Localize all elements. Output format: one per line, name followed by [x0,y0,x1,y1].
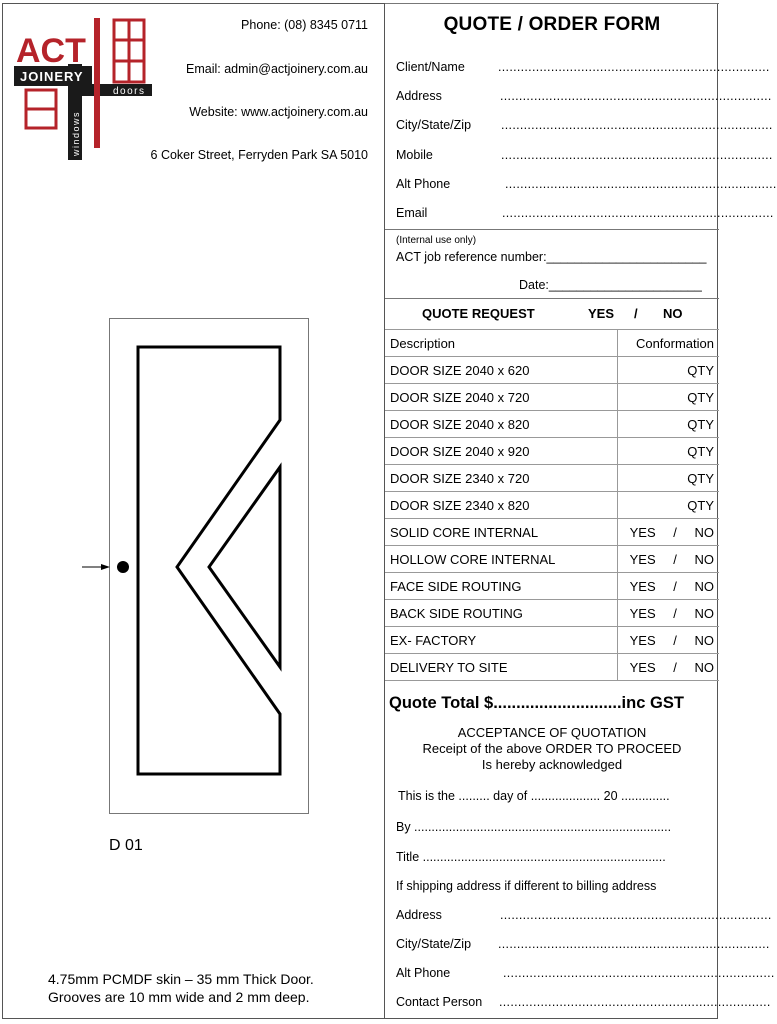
inner-groove [209,467,280,667]
ship-contact: Contact Person [396,995,483,1009]
row-desc: DOOR SIZE 2040 x 720 [385,384,618,411]
date-line[interactable]: This is the ......... day of .................... 20 .............. [398,789,670,803]
row-value[interactable]: YES / NO [618,573,720,600]
row-value[interactable]: QTY [618,465,720,492]
rule-quote-request [385,298,719,299]
title-line[interactable]: Title ...................................................................... [396,850,666,864]
logo-windows: windows [71,110,81,156]
quote-request-no[interactable]: NO [663,306,683,321]
table-row [385,492,719,519]
row-desc: DOOR SIZE 2340 x 820 [385,492,618,519]
quote-request-slash: / [634,306,638,321]
table-row [385,627,719,654]
field-address: Address [396,89,442,103]
outer-groove [138,347,280,774]
row-value[interactable]: QTY [618,357,720,384]
door-code: D 01 [109,837,143,854]
row-desc: DELIVERY TO SITE [385,654,618,681]
table-row [385,411,719,438]
row-value[interactable]: QTY [618,492,720,519]
field-city-line[interactable]: ........................................................................ [501,118,773,132]
order-table [385,329,719,681]
row-desc: DOOR SIZE 2040 x 920 [385,438,618,465]
header-description: Description [385,330,618,357]
contact-phone: Phone: (08) 8345 0711 [241,18,368,32]
ship-city-line[interactable]: ........................................................................ [498,937,770,951]
field-alt-phone: Alt Phone [396,177,451,191]
row-value[interactable]: YES / NO [618,546,720,573]
field-address-line[interactable]: ........................................................................ [500,89,772,103]
table-row [385,600,719,627]
ship-alt-phone: Alt Phone [396,966,451,980]
row-value[interactable]: QTY [618,411,720,438]
header-conformation: Conformation [618,330,720,357]
field-email-line[interactable]: ........................................................................ [502,206,774,220]
door-note-line1: 4.75mm PCMDF skin – 35 mm Thick Door. [48,971,314,987]
contact-email[interactable]: Email: admin@actjoinery.com.au [186,62,368,76]
field-mobile: Mobile [396,148,433,162]
quote-request-label: QUOTE REQUEST [422,306,535,321]
acceptance-line2: Receipt of the above ORDER TO PROCEED [422,741,682,756]
row-desc: BACK SIDE ROUTING [385,600,618,627]
field-client-name-line[interactable]: ........................................................................ [498,60,770,74]
ship-address-line[interactable]: ........................................................................ [500,908,772,922]
field-alt-phone-line[interactable]: ........................................................................ [505,177,777,191]
table-row [385,438,719,465]
row-value[interactable]: YES / NO [618,627,720,654]
by-line[interactable]: By .......................................................................... [396,820,672,834]
acceptance-block [385,725,719,773]
handle-dot [117,561,129,573]
ship-city: City/State/Zip [396,937,472,951]
row-value[interactable]: YES / NO [618,654,720,681]
table-row [385,654,719,681]
internal-note: (Internal use only) [396,235,477,246]
row-desc: FACE SIDE ROUTING [385,573,618,600]
contact-address: 6 Coker Street, Ferryden Park SA 5010 [150,148,368,162]
ship-contact-line[interactable]: ........................................................................ [499,995,771,1009]
row-desc: DOOR SIZE 2040 x 620 [385,357,618,384]
act-joinery-logo [14,18,154,160]
table-row [385,465,719,492]
row-desc: SOLID CORE INTERNAL [385,519,618,546]
table-row [385,384,719,411]
quote-request-yes[interactable]: YES [588,306,615,321]
door-note [48,970,314,1006]
field-client-name: Client/Name [396,60,465,74]
field-email: Email [396,206,428,220]
acceptance-heading: ACCEPTANCE OF QUOTATION [457,725,647,740]
field-city: City/State/Zip [396,118,472,132]
form-title: QUOTE / ORDER FORM [443,14,661,35]
arrow-icon [101,564,110,570]
row-desc: HOLLOW CORE INTERNAL [385,546,618,573]
table-header-row [385,330,719,357]
row-value[interactable]: QTY [618,438,720,465]
ship-address: Address [396,908,442,922]
contact-website[interactable]: Website: www.actjoinery.com.au [189,105,368,119]
field-mobile-line[interactable]: ........................................................................ [501,148,773,162]
row-desc: DOOR SIZE 2340 x 720 [385,465,618,492]
table-row [385,357,719,384]
logo-brand: ACT [16,32,86,70]
row-value[interactable]: QTY [618,384,720,411]
row-value[interactable]: YES / NO [618,519,720,546]
job-reference[interactable]: ACT job reference number:_______________________ [396,250,707,264]
date-field[interactable]: Date:______________________ [519,278,702,292]
table-row [385,519,719,546]
table-row [385,546,719,573]
row-desc: EX- FACTORY [385,627,618,654]
logo-joinery: JOINERY [20,69,84,84]
rule-internal [385,229,719,230]
ship-alt-phone-line[interactable]: ........................................................................ [503,966,775,980]
acceptance-line3: Is hereby acknowledged [481,757,623,772]
top-rule [385,3,719,4]
quote-total[interactable]: Quote Total $............................inc GST [389,694,684,712]
door-note-line2: Grooves are 10 mm wide and 2 mm deep. [48,989,310,1005]
table-row [385,573,719,600]
shipping-note: If shipping address if different to billing address [396,879,657,893]
row-desc: DOOR SIZE 2040 x 820 [385,411,618,438]
door-drawing [80,318,310,818]
logo-doors: doors [113,86,146,97]
row-value[interactable]: YES / NO [618,600,720,627]
